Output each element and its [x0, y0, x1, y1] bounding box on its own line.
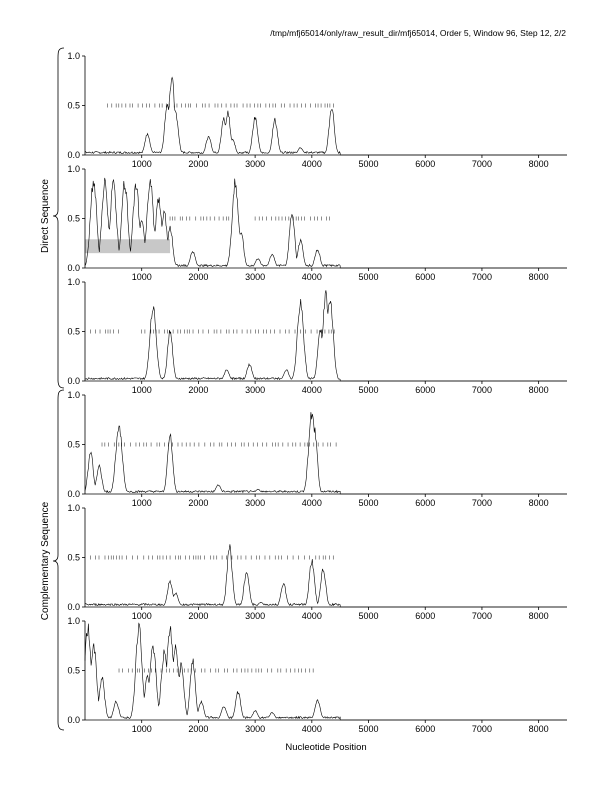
x-tick-label: 1000: [131, 724, 152, 734]
gene-region-bar: [85, 239, 170, 253]
figure-title: /tmp/mfj65014/only/raw_result_dir/mfj65014, Order 5, Window 96, Step 12, 2/2: [270, 28, 566, 38]
x-tick-label: 3000: [245, 159, 266, 169]
y-tick-label: 1.0: [67, 164, 80, 174]
panel-5: [67, 503, 567, 621]
x-tick-label: 4000: [301, 498, 322, 508]
x-tick-label: 3000: [245, 498, 266, 508]
panel-4: [67, 390, 567, 508]
probability-trace: [85, 290, 567, 381]
probability-trace: [85, 412, 567, 494]
y-tick-label: 0.5: [67, 326, 80, 337]
x-tick-label: 5000: [358, 498, 379, 508]
x-tick-label: 8000: [528, 498, 549, 508]
complementary-group-label: Complementary Sequence: [40, 501, 51, 621]
direct-group-label: Direct Sequence: [40, 179, 51, 253]
probability-trace: [85, 544, 567, 607]
y-tick-label: 0.0: [67, 150, 80, 160]
x-tick-label: 8000: [528, 385, 549, 395]
y-tick-label: 1.0: [67, 51, 80, 61]
x-tick-label: 8000: [528, 724, 549, 734]
direct-group-brace: [53, 48, 64, 388]
y-tick-label: 0.0: [67, 376, 80, 386]
x-tick-label: 7000: [471, 611, 492, 621]
x-tick-label: 2000: [188, 385, 209, 395]
y-tick-label: 0.5: [67, 100, 80, 111]
x-tick-label: 2000: [188, 611, 209, 621]
probability-trace: [85, 78, 567, 156]
x-tick-label: 6000: [415, 724, 436, 734]
x-tick-label: 8000: [528, 272, 549, 282]
x-tick-label: 6000: [415, 611, 436, 621]
y-tick-label: 1.0: [67, 616, 80, 626]
x-tick-label: 1000: [131, 159, 152, 169]
x-tick-label: 2000: [188, 159, 209, 169]
y-tick-label: 0.5: [67, 552, 80, 563]
x-tick-label: 7000: [471, 498, 492, 508]
x-tick-label: 3000: [245, 724, 266, 734]
y-tick-label: 0.5: [67, 665, 80, 676]
x-tick-label: 7000: [471, 385, 492, 395]
x-tick-label: 2000: [188, 724, 209, 734]
x-tick-label: 3000: [245, 272, 266, 282]
y-tick-label: 1.0: [67, 503, 80, 513]
x-tick-label: 1000: [131, 272, 152, 282]
x-tick-label: 2000: [188, 272, 209, 282]
x-tick-label: 1000: [131, 385, 152, 395]
x-tick-label: 4000: [301, 611, 322, 621]
y-tick-label: 1.0: [67, 277, 80, 287]
x-tick-label: 6000: [415, 498, 436, 508]
panel-6: [67, 616, 567, 734]
y-tick-label: 1.0: [67, 390, 80, 400]
x-tick-label: 4000: [301, 272, 322, 282]
x-tick-label: 3000: [245, 385, 266, 395]
x-tick-label: 6000: [415, 159, 436, 169]
x-tick-label: 5000: [358, 611, 379, 621]
panels: [67, 51, 567, 734]
complementary-group-brace: [53, 390, 64, 730]
x-tick-label: 5000: [358, 159, 379, 169]
panel-2: [67, 164, 567, 282]
x-tick-label: 1000: [131, 498, 152, 508]
y-tick-label: 0.0: [67, 263, 80, 273]
x-tick-label: 5000: [358, 272, 379, 282]
y-tick-label: 0.0: [67, 715, 80, 725]
x-tick-label: 8000: [528, 611, 549, 621]
x-axis-title: Nucleotide Position: [285, 742, 367, 753]
y-tick-label: 0.5: [67, 213, 80, 224]
y-tick-label: 0.0: [67, 602, 80, 612]
x-tick-label: 7000: [471, 272, 492, 282]
x-tick-label: 5000: [358, 385, 379, 395]
x-tick-label: 6000: [415, 385, 436, 395]
x-tick-label: 4000: [301, 724, 322, 734]
panel-1: [67, 51, 567, 169]
x-tick-label: 7000: [471, 724, 492, 734]
x-tick-label: 2000: [188, 498, 209, 508]
probability-trace: [85, 623, 567, 720]
y-tick-label: 0.0: [67, 489, 80, 499]
x-tick-label: 5000: [358, 724, 379, 734]
x-tick-label: 1000: [131, 611, 152, 621]
panel-3: [67, 277, 567, 395]
x-tick-label: 4000: [301, 159, 322, 169]
x-tick-label: 8000: [528, 159, 549, 169]
x-tick-label: 7000: [471, 159, 492, 169]
x-tick-label: 4000: [301, 385, 322, 395]
x-tick-label: 3000: [245, 611, 266, 621]
y-tick-label: 0.5: [67, 439, 80, 450]
x-tick-label: 6000: [415, 272, 436, 282]
probability-trace: [85, 178, 567, 268]
